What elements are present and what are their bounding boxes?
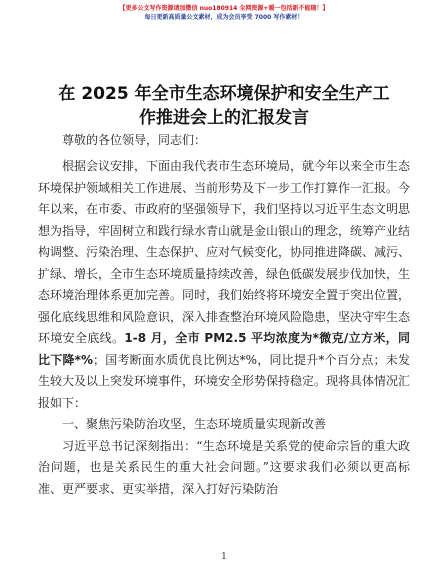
paragraph-1-bold-stats: 1-8 月，全市 PM2.5 平均浓度为*微克/立方米，同比下降*%: [38, 331, 410, 367]
salutation: 尊敬的各位领导，同志们：: [62, 133, 207, 147]
page-number: 1: [221, 552, 227, 562]
paragraph-1: [38, 156, 410, 414]
paragraph-2: 习近平总书记深刻指出：“生态环境是关系党的使命宗旨的重大政治问题，也是关系民生的重大社会问题。”这要求我们必须以更高标准、更严要求、更实举措，深入打好污染防治: [38, 438, 410, 496]
promo-banner-line-2: 每日更新高质量公文素材，成为会员享受 7000 写作素材！: [144, 14, 304, 21]
promo-banner-line-1: 【更多公文写作资源请加微信 nuo180914 全网资源+暖一包括新不能随！】: [119, 5, 329, 12]
paragraph-1-text: 根据会议安排，下面由我代表市生态环境局，就今年以来全市生态环境保护领域相关工作进展、当前形势及下一步工作打算作一汇报。今年以来，在市委、市政府的坚强领导下，我们坚持以习近平生态文明思想为指导，牢固树立和践行绿水青山就是金山银山的理念，统筹产业结构调整、污染治理、生态保护、应对气候变化，协同推进降碳、减污、扩绿、增长，全市生态环境质量持续改善，绿色低碳发展步伐加快，生态环境治理体系更加完善。同时，我们始终将环境安全置于突出位置，强化底线思维和风险意识，深入排查整治环境风险隐患，坚决守牢生态环境安全底线。: [38, 159, 411, 345]
document-title: 在 2025 年全市生态环境保护和安全生产工作推进会上的汇报发言: [58, 84, 390, 128]
paragraph-1-tail: ；国考断面水质优良比例达*%，同比提升*个百分点；未发生较大及以上突发环境事件，环境安全形势保持稳定。现将具体情况汇报如下：: [38, 352, 411, 410]
document-body: [38, 156, 410, 500]
section-heading-1: 一、聚焦污染防治攻坚，生态环境质量实现新改善: [62, 417, 327, 431]
promo-banner: [0, 4, 448, 22]
